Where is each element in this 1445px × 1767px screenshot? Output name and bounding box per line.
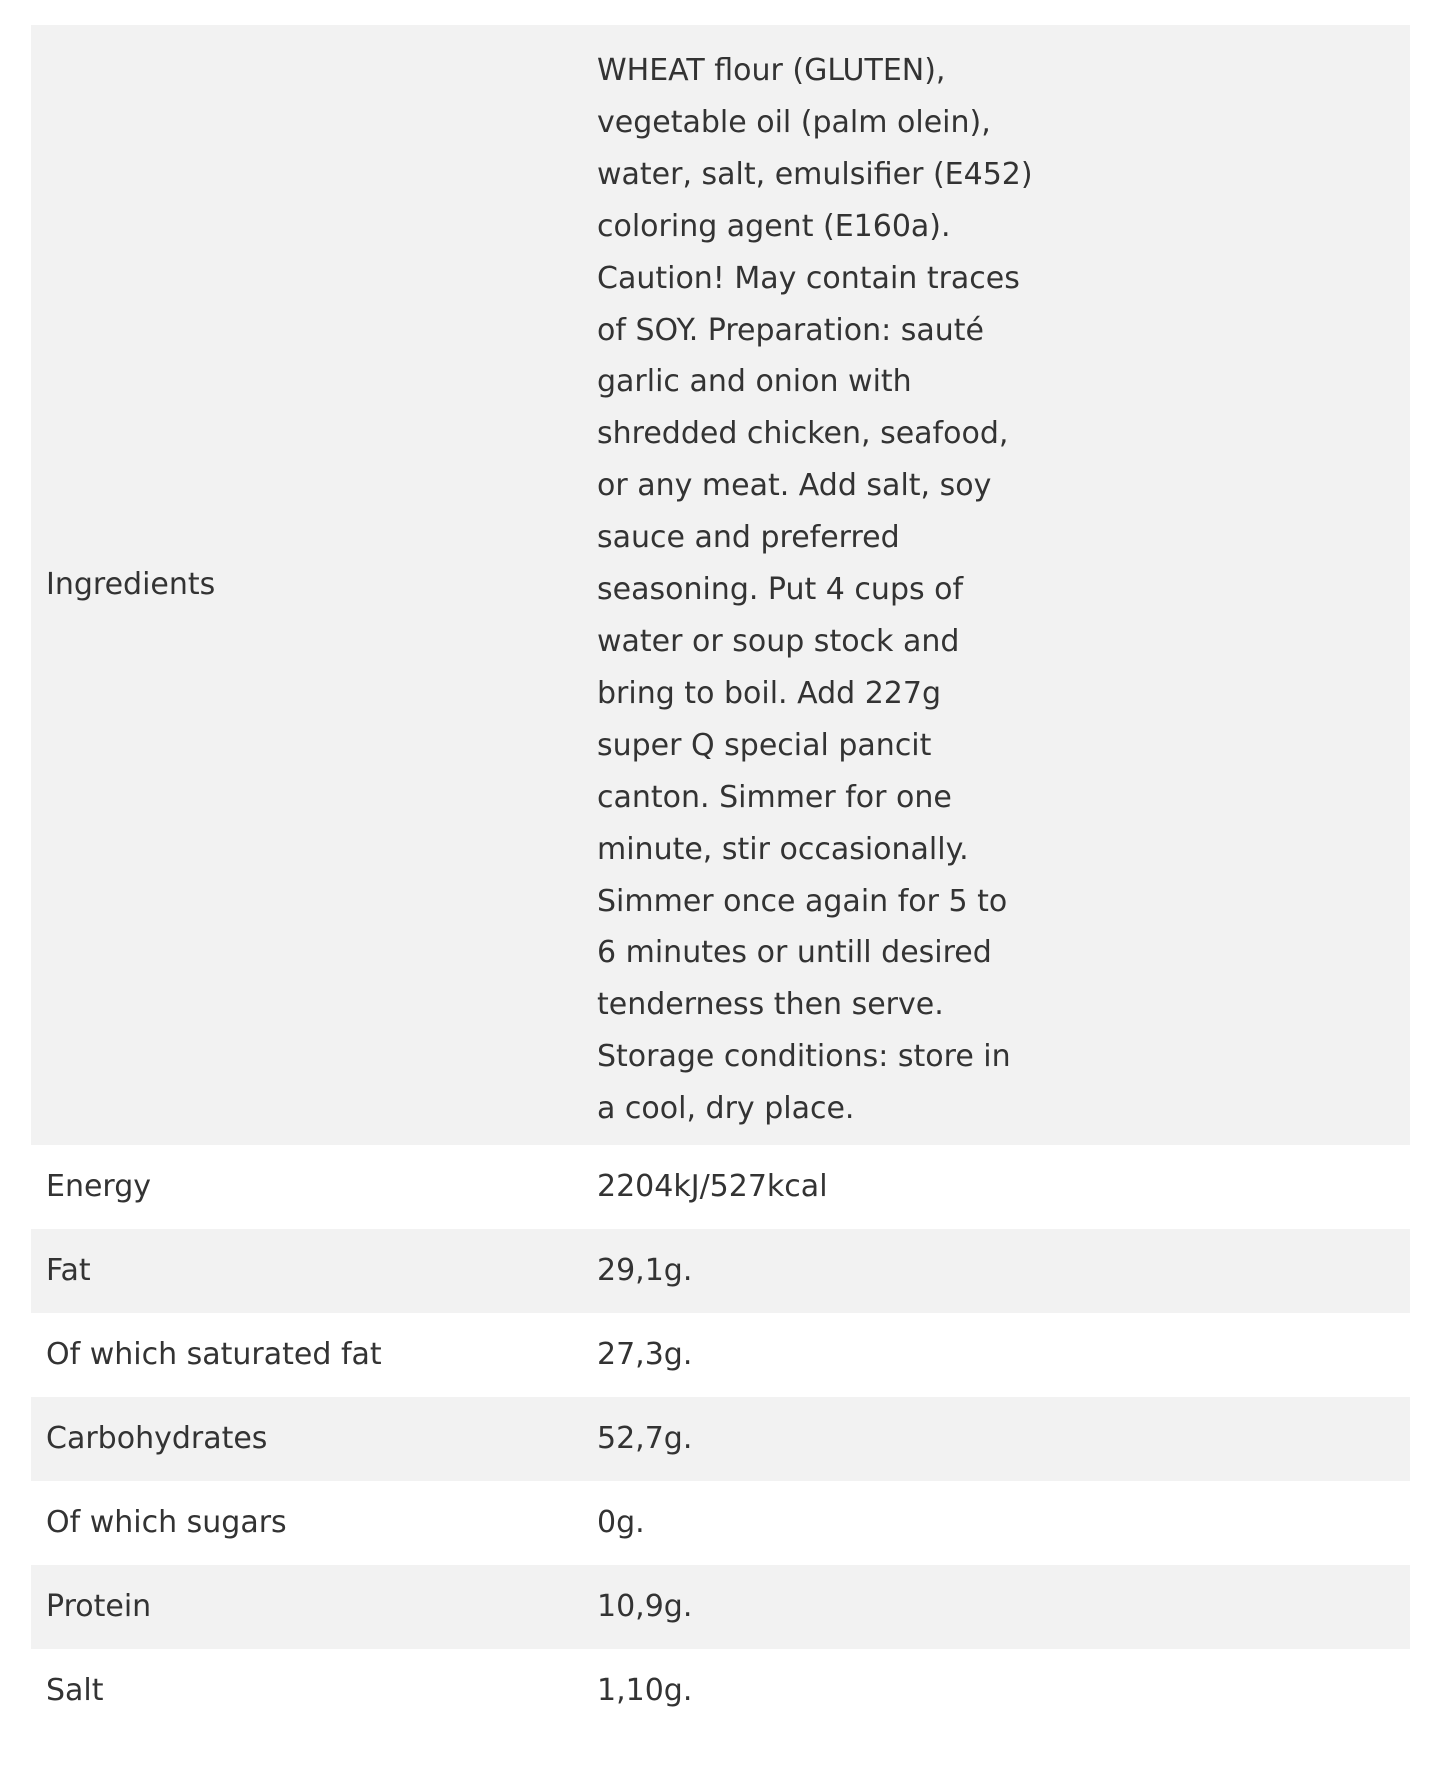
table-row-protein bbox=[31, 1565, 1410, 1649]
table-row-carbohydrates bbox=[31, 1397, 1410, 1481]
table-row-energy bbox=[31, 1145, 1410, 1229]
fat-value: 29,1g. bbox=[597, 1253, 693, 1288]
ingredients-label: Ingredients bbox=[46, 567, 216, 602]
table-row-fat bbox=[31, 1229, 1410, 1313]
salt-label: Salt bbox=[46, 1673, 104, 1708]
table-row-saturated-fat bbox=[31, 1313, 1410, 1397]
protein-value: 10,9g. bbox=[597, 1589, 693, 1624]
sugars-value: 0g. bbox=[597, 1505, 645, 1540]
ingredients-value-cell bbox=[597, 25, 1410, 1145]
carbohydrates-label: Carbohydrates bbox=[46, 1421, 268, 1456]
energy-value: 2204kJ/527kcal bbox=[597, 1169, 828, 1204]
fat-label: Fat bbox=[46, 1253, 91, 1288]
nutrition-table bbox=[31, 25, 1410, 1733]
protein-label: Protein bbox=[46, 1589, 152, 1624]
table-row-ingredients bbox=[31, 25, 1410, 1145]
table-row-salt bbox=[31, 1649, 1410, 1733]
sugars-label: Of which sugars bbox=[46, 1505, 287, 1540]
energy-label: Energy bbox=[46, 1169, 152, 1204]
carbohydrates-value: 52,7g. bbox=[597, 1421, 693, 1456]
salt-value: 1,10g. bbox=[597, 1673, 693, 1708]
saturated-fat-label: Of which saturated fat bbox=[46, 1337, 382, 1372]
ingredients-value: WHEAT flour (GLUTEN), vegetable oil (palm olein), water, salt, emulsifier (E452) coloring agent (E160a). Caution! May contain traces of SOY. Preparation: sauté garlic and onion with shredded chicken, seafood, or any meat. Add salt, soy sauce and preferred seasoning. Put 4 cups of water or soup stock and bring to boil. Add 227g super Q special pancit canton. Simmer for one minute, stir occasionally. Simmer once again for 5 to 6 minutes or untill desired tenderness then serve. Storage conditions: store in a cool, dry place. bbox=[597, 53, 1033, 1127]
saturated-fat-value: 27,3g. bbox=[597, 1337, 693, 1372]
table-row-sugars bbox=[31, 1481, 1410, 1565]
